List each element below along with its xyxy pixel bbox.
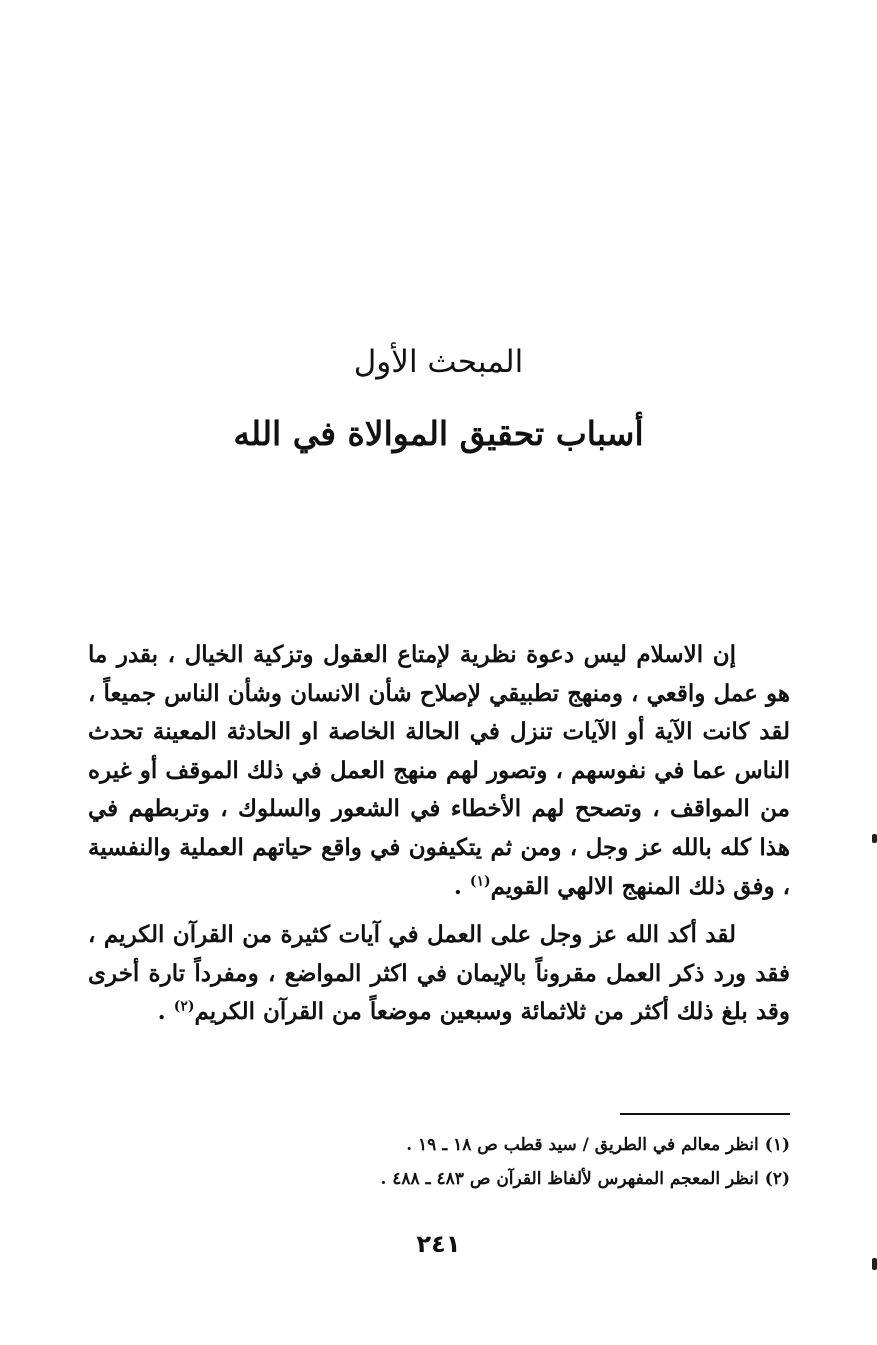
- footnotes: [88, 1128, 790, 1196]
- paragraph-text: إن الاسلام ليس دعوة نظرية لإمتاع العقول وتزكية الخيال ، بقدر ما هو عمل واقعي ، ومنهج تطبيقي لإصلاح شأن الانسان وشأن الناس جميعاً ، لقد كانت الآية أو الآيات تنزل في الحالة الخاصة او الحادثة المعينة تحدث الناس عما في نفوسهم ، وتصور لهم منهج العمل في ذلك الموقف أو غيره من المواقف ، وتصحح لهم الأخطاء في الشعور والسلوك ، وتربطهم في هذا كله بالله عز وجل ، ومن ثم يتكيفون في واقع حياتهم العملية والنفسية ، وفق ذلك المنهج الالهي القويم: [88, 641, 790, 900]
- footnote: [88, 1128, 790, 1162]
- paragraph-end: .: [157, 998, 174, 1026]
- footnote-reference: (٢): [173, 998, 195, 1015]
- chapter-title: أسباب تحقيق الموالاة في الله: [233, 414, 644, 453]
- paragraph-end: .: [453, 872, 470, 900]
- footnote-reference: (١): [469, 872, 491, 889]
- footnote-number: (٢): [764, 1169, 790, 1189]
- body-text: [88, 636, 790, 1032]
- paragraph: [88, 636, 790, 906]
- scan-mark: [872, 1258, 877, 1270]
- scan-mark: [872, 834, 877, 843]
- footnote-text: انظر المعجم المفهرس لألفاظ القرآن ص ٤٨٣ ـ ٤٨٨ .: [380, 1169, 759, 1189]
- paragraph-text: لقد أكد الله عز وجل على العمل في آيات كثيرة من القرآن الكريم ، فقد ورد ذكر العمل مقروناً بالإيمان في اكثر المواضع ، ومفرداً تارة أخرى وقد بلغ ذلك أكثر من ثلاثمائة وسبعين موضعاً من القرآن الكريم: [88, 921, 790, 1026]
- footnote-text: انظر معالم في الطريق / سيد قطب ص ١٨ ـ ١٩ .: [406, 1135, 759, 1155]
- section-label: المبحث الأول: [353, 344, 524, 380]
- footnote-number: (١): [764, 1135, 790, 1155]
- footnote-divider: [620, 1113, 790, 1115]
- paragraph: [88, 916, 790, 1032]
- footnote: [88, 1162, 790, 1196]
- page-number: ٢٤١: [416, 1230, 461, 1258]
